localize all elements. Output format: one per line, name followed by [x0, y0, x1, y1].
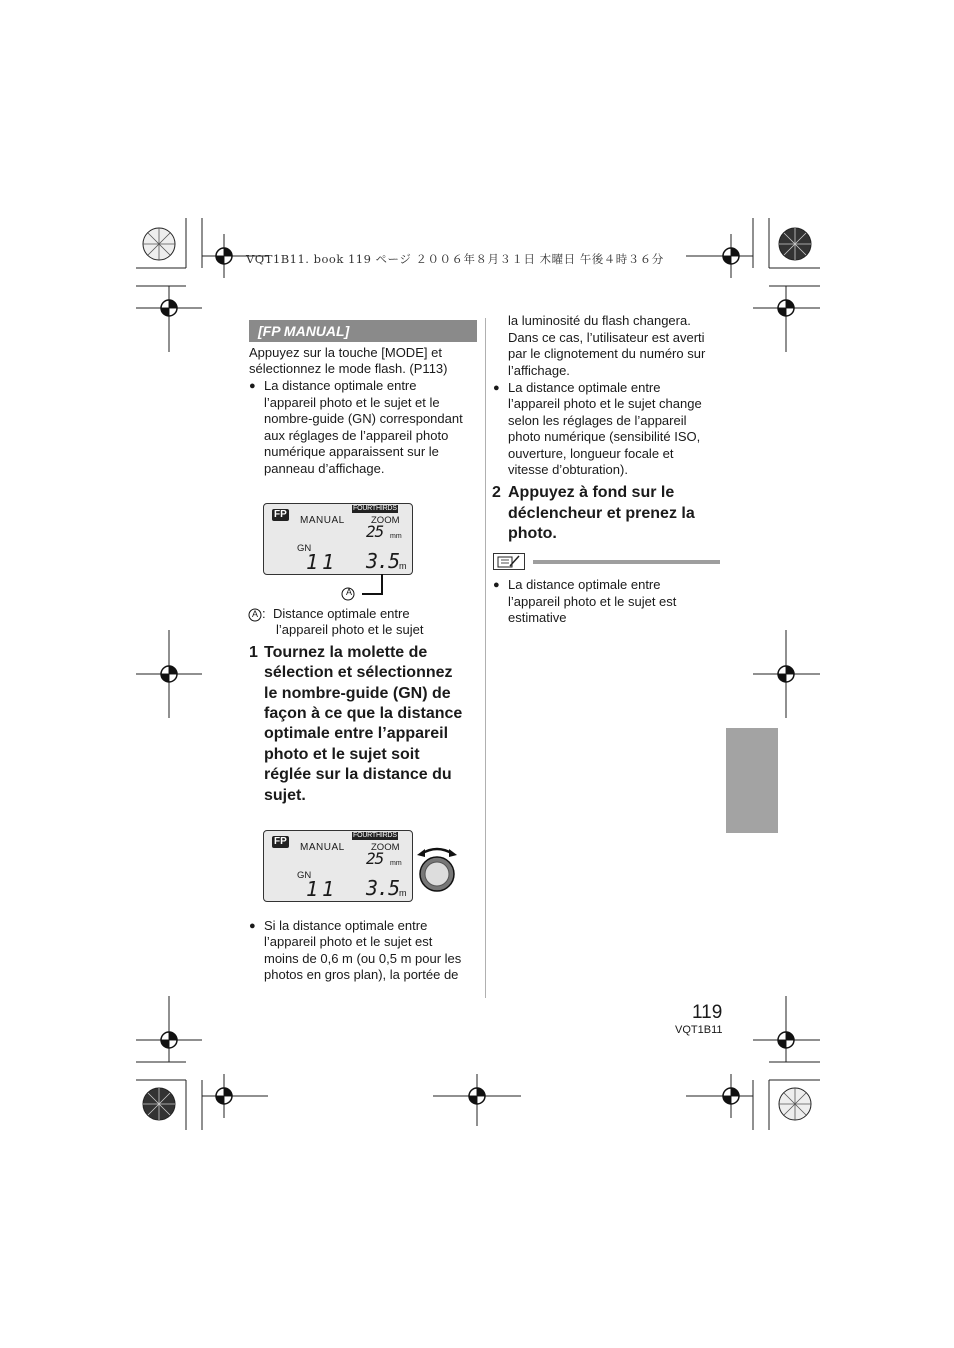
step-number: 1	[249, 644, 258, 661]
chapter-tab	[726, 728, 778, 833]
bullet-line: photo numérique (sensibilité ISO,	[508, 429, 701, 444]
step-line: optimale entre l’appareil	[264, 725, 449, 742]
column-divider	[485, 318, 486, 998]
note-divider	[533, 560, 720, 564]
step-line: Appuyez à fond sur le	[508, 484, 675, 501]
bullet-line: selon les réglages de l’appareil	[508, 413, 687, 428]
bullet-line: l’appareil photo et le sujet change	[508, 396, 702, 411]
lcd-panel	[263, 503, 413, 575]
caption-line: l’appareil photo et le sujet	[276, 622, 424, 637]
step-line: sélection et sélectionnez	[264, 664, 453, 681]
lcd-zoom-label: ZOOM	[371, 842, 400, 853]
bullet-line: numérique apparaissent sur le	[264, 444, 439, 459]
section-title: [FP MANUAL]	[249, 320, 477, 342]
continuation-line: Dans ce cas, l’utilisateur est averti	[508, 330, 705, 345]
bullet-line: vitesse d’obturation).	[508, 462, 628, 477]
step-line: déclencheur et prenez la	[508, 505, 695, 522]
bullet-dot: ●	[249, 380, 256, 392]
lcd-panel	[263, 830, 413, 902]
lcd-mode-label: MANUAL	[300, 515, 345, 526]
lcd-zoom-value: 25	[366, 522, 384, 541]
bullet-line: l’appareil photo et le sujet et le	[264, 395, 440, 410]
lcd-zoom-unit: mm	[390, 860, 402, 867]
step-line: sujet.	[264, 787, 306, 804]
lcd-distance-unit: m	[399, 888, 407, 898]
lcd-gn-label: GN	[297, 870, 312, 881]
bullet-line: panneau d’affichage.	[264, 461, 385, 476]
lcd-gn-value: 11	[306, 877, 339, 901]
lcd-distance-value: 3.5	[366, 876, 400, 900]
bullet-line: l’appareil photo et le sujet est	[508, 594, 677, 609]
page-number: 119	[692, 1002, 723, 1023]
bullet-line: estimative	[508, 610, 567, 625]
intro-line: sélectionnez le mode flash. (P113)	[249, 361, 448, 376]
bullet-line: Si la distance optimale entre	[264, 918, 428, 933]
continuation-line: par le clignotement du numéro sur	[508, 346, 706, 361]
step-line: photo et le sujet soit	[264, 746, 420, 763]
step-line: réglée sur la distance du	[264, 766, 452, 783]
step-line: Tournez la molette de	[264, 644, 428, 661]
note-icon	[493, 553, 525, 570]
lcd-zoom-unit: mm	[390, 533, 402, 540]
bullet-line: aux réglages de l’appareil photo	[264, 428, 449, 443]
caption-letter: A	[251, 609, 258, 619]
fp-badge: FP	[274, 509, 287, 520]
fp-badge: FP	[274, 836, 287, 847]
lcd-zoom-value: 25	[366, 849, 384, 868]
lcd-distance-value: 3.5	[366, 549, 400, 573]
bullet-line: moins de 0,6 m (ou 0,5 m pour les	[264, 951, 462, 966]
continuation-line: la luminosité du flash changera.	[508, 313, 691, 328]
lcd-distance-unit: m	[399, 561, 407, 571]
callout-letter: A	[345, 587, 352, 597]
lcd-zoom-label: ZOOM	[371, 515, 400, 526]
selection-dial-icon	[416, 842, 458, 894]
continuation-line: l’affichage.	[508, 363, 570, 378]
bullet-line: La distance optimale entre	[264, 378, 417, 393]
bullet-dot: ●	[249, 920, 256, 932]
bullet-dot: ●	[493, 579, 500, 591]
caption-line: Distance optimale entre	[273, 606, 410, 621]
bullet-line: La distance optimale entre	[508, 577, 661, 592]
print-header: VQT1B11. book 119 ページ ２００６年８月３１日 木曜日 午後４時３６分	[246, 252, 664, 266]
intro-line: Appuyez sur la touche [MODE] et	[249, 345, 442, 360]
lcd-gn-value: 11	[306, 550, 339, 574]
fourthirds-logo: FOURTHIRDS	[353, 505, 397, 512]
step-line: photo.	[508, 525, 557, 542]
bullet-line: nombre-guide (GN) correspondant	[264, 411, 463, 426]
bullet-dot: ●	[493, 382, 500, 394]
page-code: VQT1B11	[675, 1024, 723, 1036]
bullet-line: La distance optimale entre	[508, 380, 661, 395]
step-number: 2	[492, 484, 501, 501]
bullet-line: l’appareil photo et le sujet est	[264, 934, 433, 949]
step-line: façon à ce que la distance	[264, 705, 463, 722]
bullet-line: ouverture, longueur focale et	[508, 446, 674, 461]
fourthirds-logo: FOURTHIRDS	[353, 832, 397, 839]
lcd-mode-label: MANUAL	[300, 842, 345, 853]
bullet-line: photos en gros plan), la portée de	[264, 967, 459, 982]
lcd-gn-label: GN	[297, 543, 312, 554]
caption-prefix: :	[262, 606, 266, 621]
step-line: le nombre-guide (GN) de	[264, 685, 451, 702]
